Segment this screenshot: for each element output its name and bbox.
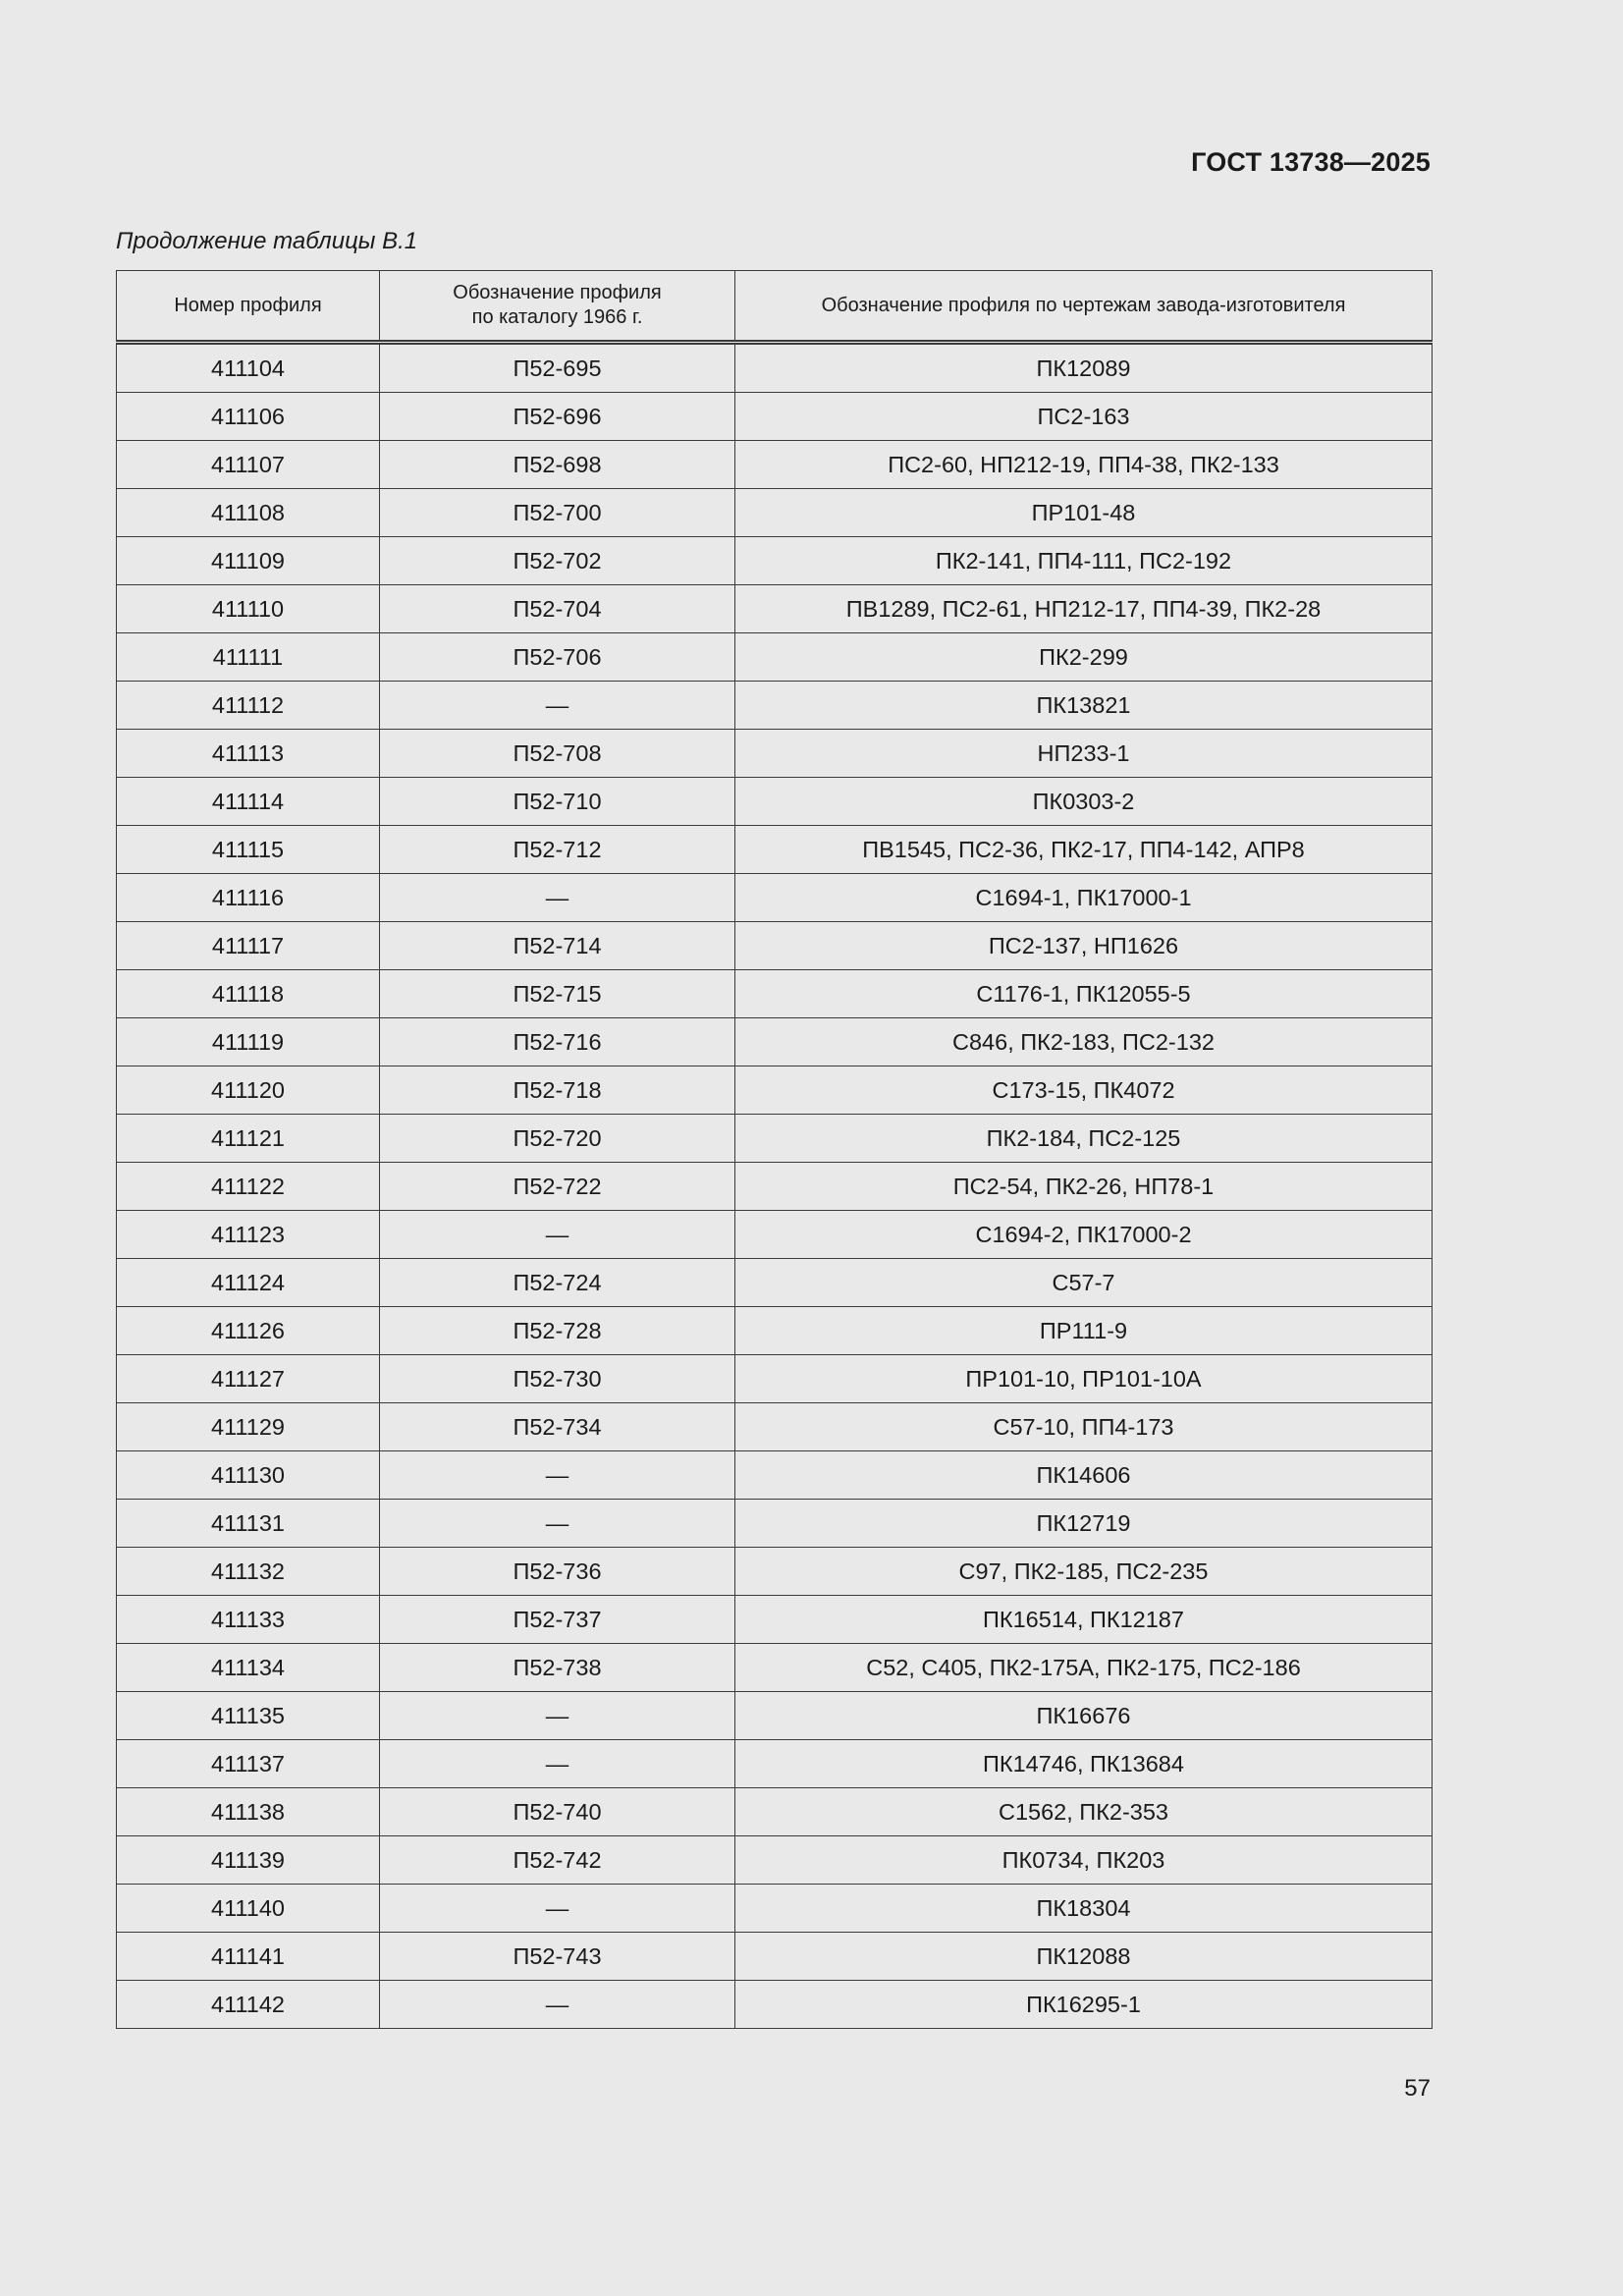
cell-profile-number: 411109 [117,537,380,585]
cell-profile-number: 411127 [117,1355,380,1403]
table-row [117,1163,1433,1211]
cell-manufacturer-designation: ПС2-163 [735,393,1433,441]
cell-profile-number: 411122 [117,1163,380,1211]
cell-catalog-designation: — [380,1211,735,1259]
cell-catalog-designation: П52-702 [380,537,735,585]
cell-profile-number: 411121 [117,1115,380,1163]
cell-profile-number: 411134 [117,1644,380,1692]
cell-catalog-designation: — [380,1885,735,1933]
cell-profile-number: 411141 [117,1933,380,1981]
table-row [117,874,1433,922]
cell-manufacturer-designation: ПК0734, ПК203 [735,1836,1433,1885]
table-row [117,1355,1433,1403]
column-header-catalog-1966: Обозначение профиля по каталогу 1966 г. [380,271,735,343]
cell-catalog-designation: — [380,682,735,730]
cell-catalog-designation: П52-722 [380,1163,735,1211]
cell-manufacturer-designation: ПВ1545, ПС2-36, ПК2-17, ПП4-142, АПР8 [735,826,1433,874]
cell-manufacturer-designation: ПК2-299 [735,633,1433,682]
cell-profile-number: 411130 [117,1451,380,1500]
cell-catalog-designation: — [380,1981,735,2029]
table-row [117,970,1433,1018]
cell-manufacturer-designation: ПК2-141, ПП4-111, ПС2-192 [735,537,1433,585]
table-row [117,730,1433,778]
table-row [117,1548,1433,1596]
table-row [117,682,1433,730]
cell-profile-number: 411126 [117,1307,380,1355]
cell-manufacturer-designation: ПС2-60, НП212-19, ПП4-38, ПК2-133 [735,441,1433,489]
cell-profile-number: 411139 [117,1836,380,1885]
cell-profile-number: 411135 [117,1692,380,1740]
cell-profile-number: 411131 [117,1500,380,1548]
table-row [117,1307,1433,1355]
table-row [117,1644,1433,1692]
cell-catalog-designation: — [380,1692,735,1740]
cell-catalog-designation: П52-715 [380,970,735,1018]
cell-manufacturer-designation: ПК14746, ПК13684 [735,1740,1433,1788]
cell-manufacturer-designation: ПК16295-1 [735,1981,1433,2029]
cell-catalog-designation: П52-696 [380,393,735,441]
cell-manufacturer-designation: ПС2-137, НП1626 [735,922,1433,970]
cell-profile-number: 411115 [117,826,380,874]
cell-profile-number: 411106 [117,393,380,441]
table-row [117,1500,1433,1548]
cell-manufacturer-designation: ПК12719 [735,1500,1433,1548]
cell-manufacturer-designation: ПР101-48 [735,489,1433,537]
cell-manufacturer-designation: С57-7 [735,1259,1433,1307]
cell-catalog-designation: П52-708 [380,730,735,778]
cell-catalog-designation: П52-706 [380,633,735,682]
table-row [117,441,1433,489]
cell-catalog-designation: П52-736 [380,1548,735,1596]
cell-manufacturer-designation: С97, ПК2-185, ПС2-235 [735,1548,1433,1596]
cell-manufacturer-designation: С846, ПК2-183, ПС2-132 [735,1018,1433,1066]
cell-manufacturer-designation: С1694-2, ПК17000-2 [735,1211,1433,1259]
cell-catalog-designation: П52-695 [380,343,735,393]
cell-profile-number: 411137 [117,1740,380,1788]
cell-manufacturer-designation: ПК2-184, ПС2-125 [735,1115,1433,1163]
cell-catalog-designation: П52-714 [380,922,735,970]
cell-manufacturer-designation: С1694-1, ПК17000-1 [735,874,1433,922]
cell-manufacturer-designation: ПК12089 [735,343,1433,393]
cell-catalog-designation: — [380,874,735,922]
cell-profile-number: 411140 [117,1885,380,1933]
cell-catalog-designation: П52-700 [380,489,735,537]
table-row [117,1740,1433,1788]
table-row [117,1115,1433,1163]
cell-profile-number: 411112 [117,682,380,730]
cell-catalog-designation: П52-740 [380,1788,735,1836]
cell-profile-number: 411114 [117,778,380,826]
cell-profile-number: 411138 [117,1788,380,1836]
table-row [117,922,1433,970]
column-header-manufacturer-drawings: Обозначение профиля по чертежам завода-изготовителя [735,271,1433,343]
table-header-row [117,271,1433,343]
cell-manufacturer-designation: ПК18304 [735,1885,1433,1933]
table-row [117,1933,1433,1981]
table-row [117,393,1433,441]
table-row [117,1788,1433,1836]
cell-manufacturer-designation: ПР101-10, ПР101-10А [735,1355,1433,1403]
cell-profile-number: 411133 [117,1596,380,1644]
cell-catalog-designation: — [380,1500,735,1548]
table-row [117,633,1433,682]
table-row [117,343,1433,393]
cell-catalog-designation: П52-728 [380,1307,735,1355]
cell-manufacturer-designation: ПК0303-2 [735,778,1433,826]
cell-catalog-designation: П52-724 [380,1259,735,1307]
cell-catalog-designation: П52-720 [380,1115,735,1163]
cell-catalog-designation: П52-716 [380,1018,735,1066]
table-row [117,1211,1433,1259]
cell-manufacturer-designation: ПК12088 [735,1933,1433,1981]
cell-catalog-designation: П52-738 [380,1644,735,1692]
cell-profile-number: 411124 [117,1259,380,1307]
table-row [117,489,1433,537]
cell-profile-number: 411113 [117,730,380,778]
table-row [117,1259,1433,1307]
cell-manufacturer-designation: С173-15, ПК4072 [735,1066,1433,1115]
table-row [117,826,1433,874]
cell-manufacturer-designation: С52, С405, ПК2-175А, ПК2-175, ПС2-186 [735,1644,1433,1692]
page-number: 57 [1404,2075,1431,2102]
table-body [117,343,1433,2029]
cell-manufacturer-designation: ПК13821 [735,682,1433,730]
cell-manufacturer-designation: ПС2-54, ПК2-26, НП78-1 [735,1163,1433,1211]
table-row [117,537,1433,585]
cell-manufacturer-designation: С1562, ПК2-353 [735,1788,1433,1836]
cell-profile-number: 411111 [117,633,380,682]
cell-profile-number: 411110 [117,585,380,633]
cell-manufacturer-designation: ПК14606 [735,1451,1433,1500]
table-row [117,1885,1433,1933]
table-row [117,1066,1433,1115]
cell-catalog-designation: П52-698 [380,441,735,489]
cell-catalog-designation: П52-734 [380,1403,735,1451]
table-row [117,778,1433,826]
cell-catalog-designation: П52-712 [380,826,735,874]
cell-catalog-designation: — [380,1740,735,1788]
cell-profile-number: 411107 [117,441,380,489]
cell-catalog-designation: П52-737 [380,1596,735,1644]
cell-manufacturer-designation: НП233-1 [735,730,1433,778]
table-caption: Продолжение таблицы В.1 [116,228,418,254]
cell-manufacturer-designation: ПВ1289, ПС2-61, НП212-17, ПП4-39, ПК2-28 [735,585,1433,633]
column-header-profile-number: Номер профиля [117,271,380,343]
document-standard-header: ГОСТ 13738—2025 [1191,147,1431,177]
cell-profile-number: 411119 [117,1018,380,1066]
profile-table [116,270,1433,2029]
cell-catalog-designation: П52-710 [380,778,735,826]
table-row [117,585,1433,633]
table-header [117,271,1433,343]
cell-profile-number: 411104 [117,343,380,393]
table-row [117,1018,1433,1066]
cell-profile-number: 411120 [117,1066,380,1115]
table-row [117,1692,1433,1740]
cell-manufacturer-designation: ПК16676 [735,1692,1433,1740]
table-row [117,1836,1433,1885]
cell-catalog-designation: П52-704 [380,585,735,633]
cell-manufacturer-designation: С57-10, ПП4-173 [735,1403,1433,1451]
cell-manufacturer-designation: ПР111-9 [735,1307,1433,1355]
cell-catalog-designation: П52-743 [380,1933,735,1981]
cell-catalog-designation: — [380,1451,735,1500]
cell-catalog-designation: П52-742 [380,1836,735,1885]
cell-profile-number: 411116 [117,874,380,922]
cell-profile-number: 411108 [117,489,380,537]
cell-catalog-designation: П52-730 [380,1355,735,1403]
table-row [117,1981,1433,2029]
cell-profile-number: 411118 [117,970,380,1018]
cell-manufacturer-designation: С1176-1, ПК12055-5 [735,970,1433,1018]
cell-manufacturer-designation: ПК16514, ПК12187 [735,1596,1433,1644]
cell-profile-number: 411129 [117,1403,380,1451]
table-row [117,1403,1433,1451]
cell-profile-number: 411142 [117,1981,380,2029]
table-row [117,1596,1433,1644]
cell-profile-number: 411117 [117,922,380,970]
table-container [116,270,1432,2029]
cell-profile-number: 411123 [117,1211,380,1259]
cell-profile-number: 411132 [117,1548,380,1596]
table-row [117,1451,1433,1500]
cell-catalog-designation: П52-718 [380,1066,735,1115]
